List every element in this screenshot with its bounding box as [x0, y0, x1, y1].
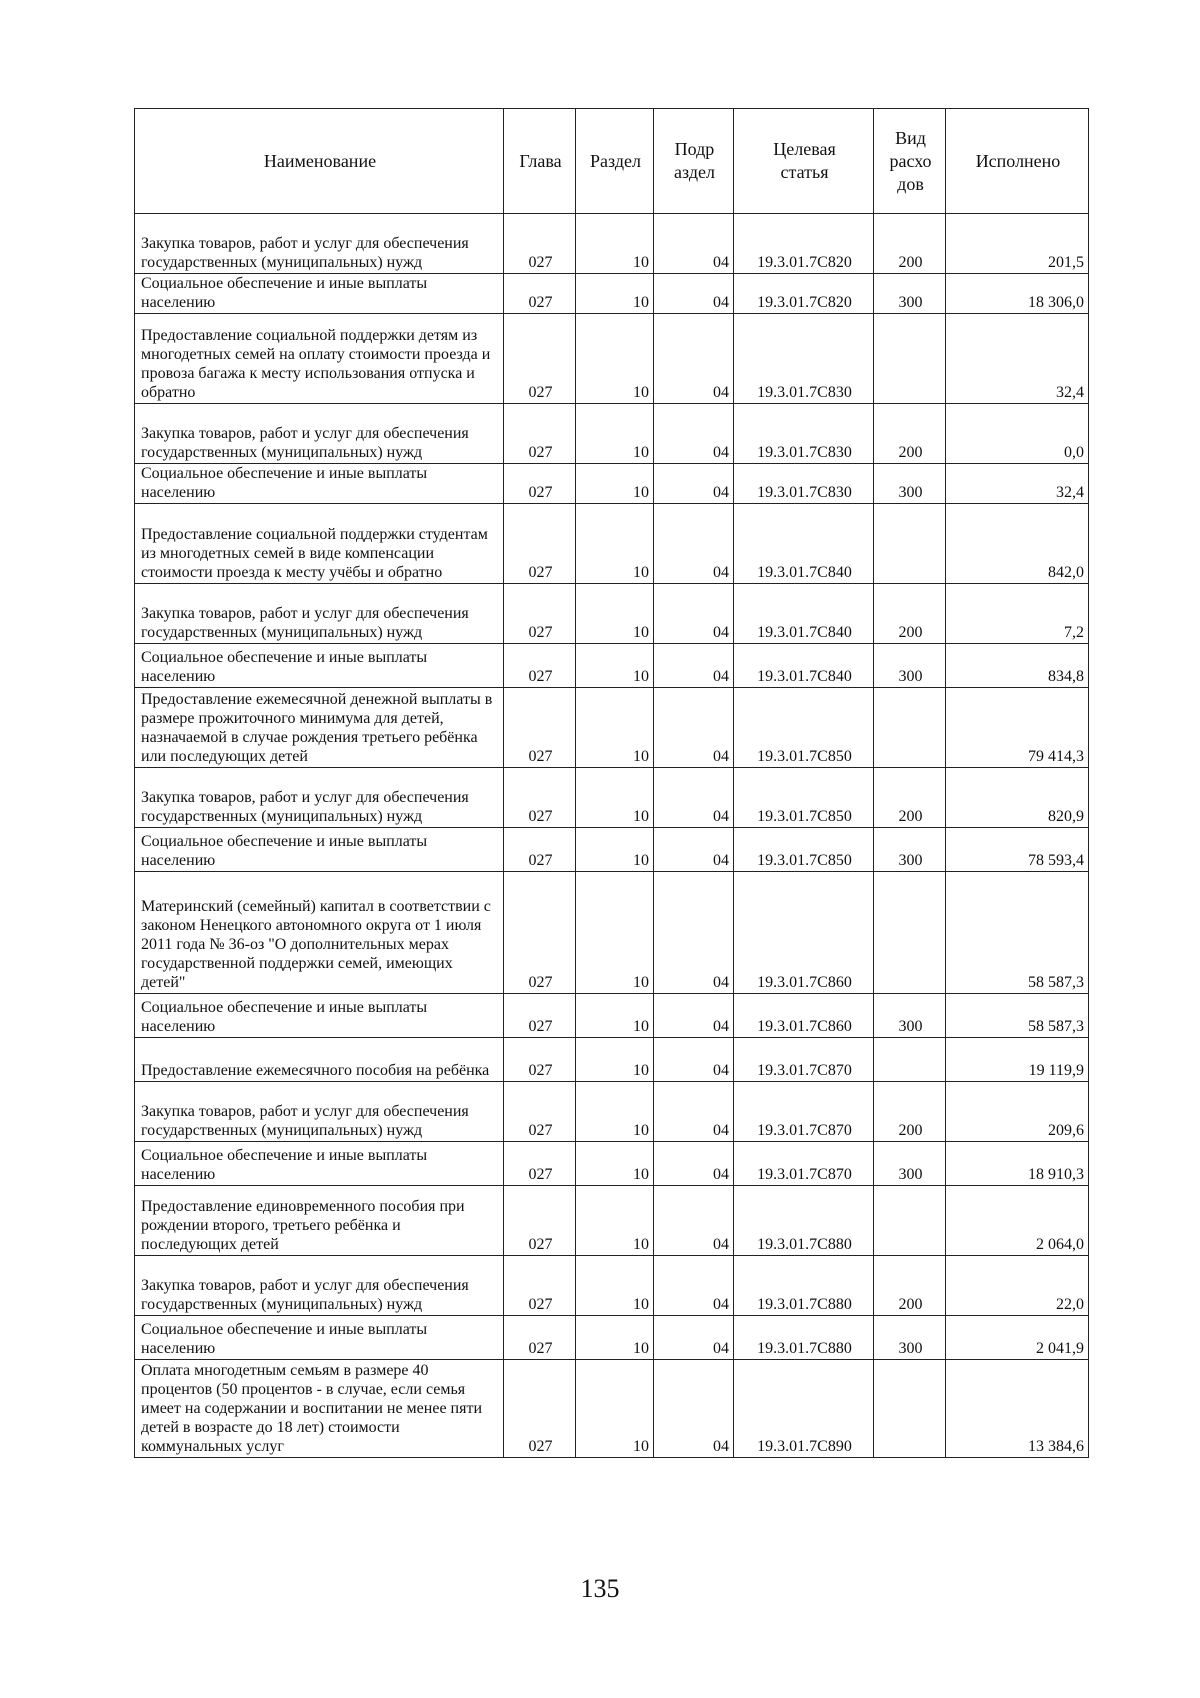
table-row — [135, 464, 1089, 504]
cell-expense-type: 300 — [874, 828, 946, 872]
cell-target: 19.3.01.7С820 — [734, 274, 874, 314]
cell-section: 10 — [576, 314, 654, 404]
table-row — [135, 872, 1089, 994]
cell-section: 10 — [576, 1038, 654, 1082]
cell-target: 19.3.01.7С880 — [734, 1256, 874, 1316]
cell-name: Предоставление ежемесячной денежной выплаты в размере прожиточного минимума для детей, назначаемой в случае рождения третьего ребёнка или последующих детей — [135, 688, 504, 768]
cell-executed: 22,0 — [946, 1256, 1089, 1316]
table-row — [135, 1360, 1089, 1458]
cell-executed: 58 587,3 — [946, 872, 1089, 994]
cell-subsection: 04 — [654, 644, 734, 688]
cell-subsection: 04 — [654, 584, 734, 644]
cell-subsection: 04 — [654, 688, 734, 768]
cell-target: 19.3.01.7С880 — [734, 1316, 874, 1360]
cell-subsection: 04 — [654, 1082, 734, 1142]
table-row — [135, 994, 1089, 1038]
cell-expense-type — [874, 1186, 946, 1256]
table-row — [135, 688, 1089, 768]
cell-subsection: 04 — [654, 214, 734, 274]
cell-section: 10 — [576, 1256, 654, 1316]
table-row — [135, 214, 1089, 274]
cell-chapter: 027 — [504, 1038, 576, 1082]
cell-name: Социальное обеспечение и иные выплаты населению — [135, 464, 504, 504]
cell-expense-type: 200 — [874, 214, 946, 274]
cell-executed: 209,6 — [946, 1082, 1089, 1142]
cell-section: 10 — [576, 214, 654, 274]
cell-executed: 820,9 — [946, 768, 1089, 828]
cell-executed: 19 119,9 — [946, 1038, 1089, 1082]
cell-executed: 58 587,3 — [946, 994, 1089, 1038]
cell-name: Предоставление социальной поддержки детям из многодетных семей на оплату стоимости проезда и провоза багажа к месту использования отпуска и обратно — [135, 314, 504, 404]
cell-executed: 32,4 — [946, 464, 1089, 504]
table-row — [135, 584, 1089, 644]
header-target: Целевая статья — [734, 109, 874, 214]
cell-target: 19.3.01.7С850 — [734, 688, 874, 768]
cell-target: 19.3.01.7С830 — [734, 404, 874, 464]
cell-name: Социальное обеспечение и иные выплаты населению — [135, 1316, 504, 1360]
header-expense-type: Вид расхо дов — [874, 109, 946, 214]
cell-chapter: 027 — [504, 1316, 576, 1360]
cell-section: 10 — [576, 1186, 654, 1256]
cell-name: Закупка товаров, работ и услуг для обеспечения государственных (муниципальных) нужд — [135, 768, 504, 828]
table-row — [135, 1082, 1089, 1142]
cell-subsection: 04 — [654, 314, 734, 404]
cell-target: 19.3.01.7С820 — [734, 214, 874, 274]
cell-chapter: 027 — [504, 1256, 576, 1316]
cell-target: 19.3.01.7С840 — [734, 644, 874, 688]
cell-subsection: 04 — [654, 994, 734, 1038]
table-body — [135, 214, 1089, 1458]
cell-name: Закупка товаров, работ и услуг для обеспечения государственных (муниципальных) нужд — [135, 1256, 504, 1316]
table-row — [135, 1142, 1089, 1186]
header-executed: Исполнено — [946, 109, 1089, 214]
cell-subsection: 04 — [654, 828, 734, 872]
cell-subsection: 04 — [654, 274, 734, 314]
cell-subsection: 04 — [654, 1142, 734, 1186]
cell-target: 19.3.01.7С840 — [734, 584, 874, 644]
cell-name: Закупка товаров, работ и услуг для обеспечения государственных (муниципальных) нужд — [135, 404, 504, 464]
cell-section: 10 — [576, 274, 654, 314]
cell-section: 10 — [576, 1316, 654, 1360]
page-number: 135 — [580, 1574, 620, 1603]
cell-target: 19.3.01.7С890 — [734, 1360, 874, 1458]
table-header-row — [135, 109, 1089, 214]
cell-target: 19.3.01.7С850 — [734, 828, 874, 872]
cell-executed: 842,0 — [946, 504, 1089, 584]
cell-chapter: 027 — [504, 828, 576, 872]
table-row — [135, 504, 1089, 584]
cell-name: Социальное обеспечение и иные выплаты населению — [135, 1142, 504, 1186]
cell-expense-type: 300 — [874, 1142, 946, 1186]
table-row — [135, 1038, 1089, 1082]
cell-expense-type: 200 — [874, 1256, 946, 1316]
cell-section: 10 — [576, 644, 654, 688]
cell-name: Закупка товаров, работ и услуг для обеспечения государственных (муниципальных) нужд — [135, 584, 504, 644]
cell-chapter: 027 — [504, 464, 576, 504]
cell-chapter: 027 — [504, 404, 576, 464]
table-row — [135, 768, 1089, 828]
cell-chapter: 027 — [504, 1186, 576, 1256]
cell-section: 10 — [576, 1360, 654, 1458]
cell-name: Социальное обеспечение и иные выплаты населению — [135, 828, 504, 872]
cell-target: 19.3.01.7С870 — [734, 1038, 874, 1082]
cell-executed: 18 306,0 — [946, 274, 1089, 314]
cell-subsection: 04 — [654, 1360, 734, 1458]
cell-expense-type: 300 — [874, 1316, 946, 1360]
cell-expense-type — [874, 504, 946, 584]
cell-target: 19.3.01.7С840 — [734, 504, 874, 584]
cell-executed: 32,4 — [946, 314, 1089, 404]
cell-executed: 79 414,3 — [946, 688, 1089, 768]
header-chapter: Глава — [504, 109, 576, 214]
cell-chapter: 027 — [504, 1082, 576, 1142]
cell-section: 10 — [576, 828, 654, 872]
table-row — [135, 404, 1089, 464]
cell-chapter: 027 — [504, 872, 576, 994]
cell-subsection: 04 — [654, 872, 734, 994]
cell-expense-type: 200 — [874, 1082, 946, 1142]
cell-subsection: 04 — [654, 1256, 734, 1316]
cell-subsection: 04 — [654, 1316, 734, 1360]
cell-expense-type — [874, 688, 946, 768]
cell-target: 19.3.01.7С870 — [734, 1082, 874, 1142]
cell-section: 10 — [576, 1142, 654, 1186]
cell-chapter: 027 — [504, 994, 576, 1038]
cell-target: 19.3.01.7С830 — [734, 464, 874, 504]
cell-name: Социальное обеспечение и иные выплаты населению — [135, 644, 504, 688]
table-row — [135, 828, 1089, 872]
cell-target: 19.3.01.7С880 — [734, 1186, 874, 1256]
table-row — [135, 1256, 1089, 1316]
cell-name: Материнский (семейный) капитал в соответствии с законом Ненецкого автономного округа от 1 июля 2011 года № 36-оз "О дополнительных мерах государственной поддержки семей, имеющих детей" — [135, 872, 504, 994]
cell-subsection: 04 — [654, 768, 734, 828]
cell-subsection: 04 — [654, 404, 734, 464]
cell-name: Оплата многодетным семьям в размере 40 процентов (50 процентов - в случае, если семья имеет на содержании и воспитании не менее пяти детей в возрасте до 18 лет) стоимости коммунальных услуг — [135, 1360, 504, 1458]
cell-section: 10 — [576, 1082, 654, 1142]
cell-chapter: 027 — [504, 314, 576, 404]
cell-executed: 2 064,0 — [946, 1186, 1089, 1256]
cell-chapter: 027 — [504, 644, 576, 688]
cell-target: 19.3.01.7С830 — [734, 314, 874, 404]
cell-chapter: 027 — [504, 768, 576, 828]
cell-chapter: 027 — [504, 584, 576, 644]
cell-target: 19.3.01.7С860 — [734, 994, 874, 1038]
cell-name: Закупка товаров, работ и услуг для обеспечения государственных (муниципальных) нужд — [135, 1082, 504, 1142]
header-name: Наименование — [135, 109, 504, 214]
cell-subsection: 04 — [654, 1186, 734, 1256]
cell-chapter: 027 — [504, 214, 576, 274]
cell-section: 10 — [576, 404, 654, 464]
cell-section: 10 — [576, 872, 654, 994]
cell-expense-type — [874, 314, 946, 404]
cell-expense-type — [874, 872, 946, 994]
cell-subsection: 04 — [654, 504, 734, 584]
cell-section: 10 — [576, 688, 654, 768]
cell-expense-type: 300 — [874, 644, 946, 688]
cell-chapter: 027 — [504, 1360, 576, 1458]
cell-target: 19.3.01.7С860 — [734, 872, 874, 994]
cell-expense-type: 200 — [874, 584, 946, 644]
cell-target: 19.3.01.7С870 — [734, 1142, 874, 1186]
cell-executed: 13 384,6 — [946, 1360, 1089, 1458]
table-row — [135, 1316, 1089, 1360]
cell-chapter: 027 — [504, 274, 576, 314]
cell-section: 10 — [576, 504, 654, 584]
cell-name: Предоставление ежемесячного пособия на ребёнка — [135, 1038, 504, 1082]
cell-name: Предоставление социальной поддержки студентам из многодетных семей в виде компенсации стоимости проезда к месту учёбы и обратно — [135, 504, 504, 584]
cell-name: Социальное обеспечение и иные выплаты населению — [135, 274, 504, 314]
cell-name: Предоставление единовременного пособия при рождении второго, третьего ребёнка и последующих детей — [135, 1186, 504, 1256]
cell-executed: 0,0 — [946, 404, 1089, 464]
cell-section: 10 — [576, 994, 654, 1038]
cell-expense-type: 300 — [874, 994, 946, 1038]
table-row — [135, 644, 1089, 688]
cell-section: 10 — [576, 584, 654, 644]
table-row — [135, 314, 1089, 404]
cell-executed: 2 041,9 — [946, 1316, 1089, 1360]
table-row — [135, 274, 1089, 314]
cell-expense-type: 200 — [874, 404, 946, 464]
budget-table — [134, 108, 1089, 1458]
cell-executed: 7,2 — [946, 584, 1089, 644]
cell-chapter: 027 — [504, 688, 576, 768]
cell-expense-type — [874, 1038, 946, 1082]
cell-subsection: 04 — [654, 1038, 734, 1082]
cell-executed: 18 910,3 — [946, 1142, 1089, 1186]
header-subsection: Подр аздел — [654, 109, 734, 214]
cell-chapter: 027 — [504, 504, 576, 584]
cell-name: Закупка товаров, работ и услуг для обеспечения государственных (муниципальных) нужд — [135, 214, 504, 274]
cell-name: Социальное обеспечение и иные выплаты населению — [135, 994, 504, 1038]
cell-expense-type: 300 — [874, 464, 946, 504]
cell-chapter: 027 — [504, 1142, 576, 1186]
cell-executed: 201,5 — [946, 214, 1089, 274]
cell-target: 19.3.01.7С850 — [734, 768, 874, 828]
cell-executed: 834,8 — [946, 644, 1089, 688]
table-row — [135, 1186, 1089, 1256]
cell-expense-type — [874, 1360, 946, 1458]
cell-expense-type: 200 — [874, 768, 946, 828]
cell-executed: 78 593,4 — [946, 828, 1089, 872]
cell-section: 10 — [576, 768, 654, 828]
cell-subsection: 04 — [654, 464, 734, 504]
cell-expense-type: 300 — [874, 274, 946, 314]
header-section: Раздел — [576, 109, 654, 214]
cell-section: 10 — [576, 464, 654, 504]
